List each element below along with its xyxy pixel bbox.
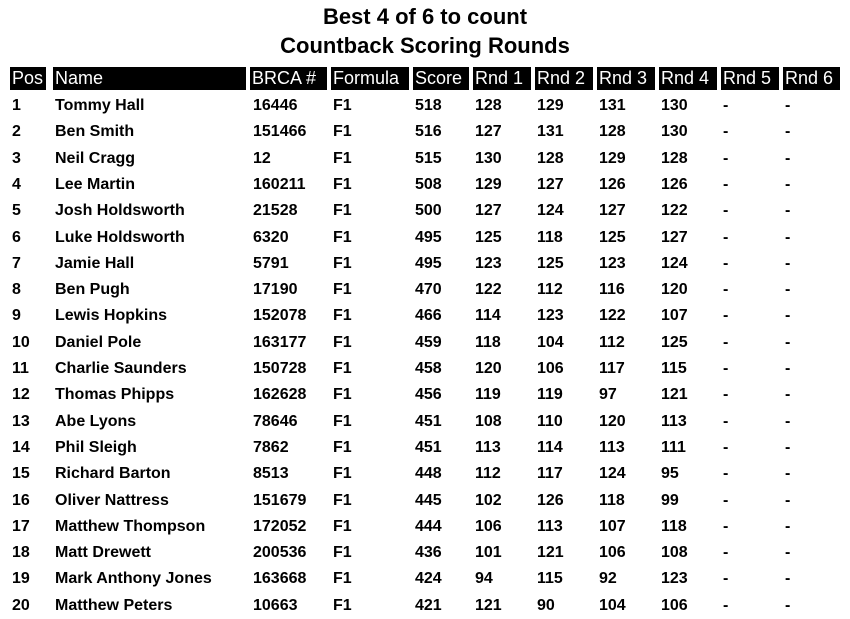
cell-brca: 7862 bbox=[253, 438, 289, 456]
cell-brca: 151679 bbox=[253, 491, 307, 509]
cell-formula: F1 bbox=[333, 596, 352, 614]
cell-name: Daniel Pole bbox=[55, 333, 142, 351]
cell-brca: 163668 bbox=[253, 570, 307, 588]
cell-brca: 150728 bbox=[253, 360, 307, 377]
cell-brca: 12 bbox=[253, 149, 271, 167]
cell-rnd-5: - bbox=[723, 386, 729, 404]
cell-rnd-3: 117 bbox=[599, 360, 625, 377]
cell-rnd-1: 108 bbox=[475, 412, 502, 430]
cell-name: Mark Anthony Jones bbox=[55, 570, 212, 588]
cell-formula: F1 bbox=[333, 97, 352, 114]
cell-rnd-5: - bbox=[723, 175, 729, 193]
cell-rnd-2: 113 bbox=[537, 517, 563, 535]
cell-brca: 160211 bbox=[253, 175, 306, 193]
cell-score: 508 bbox=[415, 175, 442, 193]
cell-rnd-6: - bbox=[785, 307, 791, 325]
cell-rnd-5: - bbox=[723, 228, 729, 246]
cell-formula: F1 bbox=[333, 307, 352, 325]
cell-rnd-2: 125 bbox=[537, 254, 564, 272]
cell-rnd-2: 106 bbox=[537, 360, 564, 377]
cell-name: Ben Smith bbox=[55, 123, 135, 141]
header-rnd-4: Rnd 4 bbox=[659, 67, 717, 90]
cell-pos: 5 bbox=[12, 202, 21, 220]
cell-formula: F1 bbox=[333, 386, 352, 404]
header-rnd-3: Rnd 3 bbox=[597, 67, 655, 90]
cell-pos: 14 bbox=[12, 438, 30, 456]
cell-rnd-2: 110 bbox=[537, 412, 563, 430]
cell-pos: 9 bbox=[12, 307, 21, 325]
cell-score: 421 bbox=[415, 596, 442, 614]
cell-rnd-1: 127 bbox=[475, 202, 502, 220]
cell-formula: F1 bbox=[333, 570, 352, 588]
cell-rnd-4: 130 bbox=[661, 97, 688, 114]
cell-formula: F1 bbox=[333, 491, 352, 509]
cell-rnd-6: - bbox=[785, 360, 791, 377]
cell-rnd-1: 114 bbox=[475, 307, 501, 325]
cell-rnd-3: 122 bbox=[599, 307, 626, 325]
cell-rnd-5: - bbox=[723, 149, 729, 167]
cell-rnd-2: 118 bbox=[537, 228, 563, 246]
cell-rnd-3: 116 bbox=[599, 281, 625, 299]
cell-rnd-4: 121 bbox=[661, 386, 688, 404]
cell-formula: F1 bbox=[333, 544, 352, 562]
cell-pos: 7 bbox=[12, 254, 21, 272]
cell-rnd-3: 104 bbox=[599, 596, 626, 614]
cell-rnd-3: 124 bbox=[599, 465, 626, 483]
cell-score: 445 bbox=[415, 491, 442, 509]
cell-rnd-5: - bbox=[723, 254, 729, 272]
cell-rnd-4: 124 bbox=[661, 254, 688, 272]
cell-pos: 2 bbox=[12, 123, 21, 141]
cell-formula: F1 bbox=[333, 465, 352, 483]
cell-rnd-2: 124 bbox=[537, 202, 564, 220]
cell-rnd-1: 128 bbox=[475, 97, 502, 114]
cell-score: 451 bbox=[415, 438, 442, 456]
cell-brca: 16446 bbox=[253, 97, 298, 114]
cell-rnd-3: 131 bbox=[599, 97, 626, 114]
cell-rnd-1: 119 bbox=[475, 386, 501, 404]
cell-name: Jamie Hall bbox=[55, 254, 135, 272]
cell-name: Matthew Peters bbox=[55, 596, 173, 614]
cell-name: Josh Holdsworth bbox=[55, 202, 185, 220]
header-rnd-1: Rnd 1 bbox=[473, 67, 531, 90]
cell-pos: 13 bbox=[12, 412, 30, 430]
cell-rnd-4: 120 bbox=[661, 281, 688, 299]
cell-name: Ben Pugh bbox=[55, 281, 130, 299]
cell-name: Oliver Nattress bbox=[55, 491, 169, 509]
cell-score: 459 bbox=[415, 333, 442, 351]
cell-formula: F1 bbox=[333, 281, 352, 299]
cell-rnd-3: 112 bbox=[599, 333, 625, 351]
cell-score: 495 bbox=[415, 254, 442, 272]
cell-rnd-3: 125 bbox=[599, 228, 626, 246]
cell-name: Thomas Phipps bbox=[55, 386, 175, 404]
cell-score: 436 bbox=[415, 544, 442, 562]
cell-brca: 10663 bbox=[253, 596, 298, 614]
cell-rnd-6: - bbox=[785, 544, 791, 562]
cell-rnd-5: - bbox=[723, 412, 729, 430]
cell-rnd-1: 130 bbox=[475, 149, 502, 167]
cell-rnd-3: 128 bbox=[599, 123, 626, 141]
cell-rnd-6: - bbox=[785, 175, 791, 193]
cell-brca: 152078 bbox=[253, 307, 307, 325]
cell-pos: 10 bbox=[12, 333, 30, 351]
cell-score: 456 bbox=[415, 386, 442, 404]
cell-rnd-1: 120 bbox=[475, 360, 502, 377]
cell-rnd-1: 129 bbox=[475, 175, 502, 193]
cell-name: Abe Lyons bbox=[55, 412, 137, 430]
cell-rnd-1: 101 bbox=[475, 544, 502, 562]
cell-name: Charlie Saunders bbox=[55, 360, 187, 377]
cell-rnd-5: - bbox=[723, 307, 729, 325]
cell-rnd-5: - bbox=[723, 202, 729, 220]
cell-rnd-2: 117 bbox=[537, 465, 563, 483]
page-subtitle: Countback Scoring Rounds bbox=[280, 33, 570, 58]
cell-pos: 4 bbox=[12, 175, 21, 193]
cell-rnd-2: 127 bbox=[537, 175, 564, 193]
cell-rnd-6: - bbox=[785, 438, 791, 456]
cell-rnd-4: 122 bbox=[661, 202, 688, 220]
cell-brca: 162628 bbox=[253, 386, 307, 404]
cell-score: 466 bbox=[415, 307, 442, 325]
cell-rnd-6: - bbox=[785, 123, 791, 141]
cell-brca: 151466 bbox=[253, 123, 307, 141]
cell-brca: 17190 bbox=[253, 281, 298, 299]
cell-rnd-2: 114 bbox=[537, 438, 563, 456]
cell-rnd-2: 123 bbox=[537, 307, 564, 325]
cell-pos: 16 bbox=[12, 491, 30, 509]
cell-rnd-5: - bbox=[723, 333, 729, 351]
cell-rnd-3: 106 bbox=[599, 544, 626, 562]
cell-brca: 163177 bbox=[253, 333, 307, 351]
cell-brca: 5791 bbox=[253, 254, 289, 272]
cell-formula: F1 bbox=[333, 254, 352, 272]
cell-score: 495 bbox=[415, 228, 442, 246]
cell-pos: 3 bbox=[12, 149, 21, 167]
cell-formula: F1 bbox=[333, 517, 352, 535]
cell-pos: 17 bbox=[12, 517, 30, 535]
cell-brca: 21528 bbox=[253, 202, 298, 220]
cell-rnd-3: 107 bbox=[599, 517, 626, 535]
cell-rnd-5: - bbox=[723, 491, 729, 509]
cell-formula: F1 bbox=[333, 149, 352, 167]
header-rnd-2: Rnd 2 bbox=[535, 67, 593, 90]
cell-rnd-6: - bbox=[785, 333, 791, 351]
cell-rnd-3: 127 bbox=[599, 202, 626, 220]
cell-pos: 19 bbox=[12, 570, 30, 588]
cell-rnd-1: 106 bbox=[475, 517, 502, 535]
cell-rnd-5: - bbox=[723, 570, 729, 588]
cell-name: Lee Martin bbox=[55, 175, 136, 193]
cell-score: 451 bbox=[415, 412, 442, 430]
cell-rnd-6: - bbox=[785, 491, 791, 509]
cell-rnd-4: 107 bbox=[661, 307, 688, 325]
cell-rnd-6: - bbox=[785, 202, 791, 220]
header-brca: BRCA # bbox=[250, 67, 327, 90]
cell-rnd-4: 123 bbox=[661, 570, 688, 588]
cell-pos: 8 bbox=[12, 281, 21, 299]
cell-rnd-4: 106 bbox=[661, 596, 688, 614]
cell-rnd-6: - bbox=[785, 149, 791, 167]
cell-rnd-2: 131 bbox=[537, 123, 564, 141]
cell-score: 515 bbox=[415, 149, 442, 167]
cell-rnd-4: 130 bbox=[661, 123, 688, 141]
cell-name: Matt Drewett bbox=[55, 544, 152, 562]
page-title: Best 4 of 6 to count bbox=[322, 4, 528, 29]
cell-formula: F1 bbox=[333, 228, 352, 246]
cell-rnd-6: - bbox=[785, 596, 791, 614]
cell-score: 470 bbox=[415, 281, 442, 299]
cell-rnd-1: 121 bbox=[475, 596, 502, 614]
cell-rnd-2: 129 bbox=[537, 97, 564, 114]
header-name: Name bbox=[53, 67, 246, 90]
cell-rnd-4: 113 bbox=[661, 412, 687, 430]
cell-pos: 20 bbox=[12, 596, 30, 614]
cell-rnd-3: 123 bbox=[599, 254, 626, 272]
cell-rnd-4: 128 bbox=[661, 149, 688, 167]
cell-name: Lewis Hopkins bbox=[55, 307, 168, 325]
cell-rnd-2: 90 bbox=[537, 596, 555, 614]
header-formula: Formula bbox=[331, 67, 409, 90]
cell-score: 444 bbox=[415, 517, 442, 535]
cell-rnd-6: - bbox=[785, 254, 791, 272]
cell-score: 448 bbox=[415, 465, 442, 483]
cell-score: 500 bbox=[415, 202, 442, 220]
cell-brca: 6320 bbox=[253, 228, 289, 246]
cell-brca: 8513 bbox=[253, 465, 289, 483]
cell-rnd-1: 113 bbox=[475, 438, 501, 456]
cell-rnd-5: - bbox=[723, 544, 729, 562]
cell-rnd-1: 123 bbox=[475, 254, 502, 272]
cell-rnd-6: - bbox=[785, 517, 791, 535]
cell-formula: F1 bbox=[333, 438, 352, 456]
cell-pos: 1 bbox=[12, 97, 21, 114]
cell-rnd-5: - bbox=[723, 465, 729, 483]
cell-formula: F1 bbox=[333, 333, 352, 351]
cell-rnd-1: 125 bbox=[475, 228, 502, 246]
cell-brca: 200536 bbox=[253, 544, 307, 562]
cell-rnd-5: - bbox=[723, 281, 729, 299]
header-rnd-5: Rnd 5 bbox=[721, 67, 779, 90]
cell-formula: F1 bbox=[333, 123, 352, 141]
cell-rnd-2: 115 bbox=[537, 570, 563, 588]
cell-rnd-6: - bbox=[785, 570, 791, 588]
cell-rnd-6: - bbox=[785, 97, 791, 114]
cell-rnd-5: - bbox=[723, 97, 729, 114]
cell-rnd-4: 115 bbox=[661, 360, 687, 377]
cell-name: Neil Cragg bbox=[55, 149, 136, 167]
cell-rnd-5: - bbox=[723, 517, 729, 535]
cell-rnd-4: 108 bbox=[661, 544, 688, 562]
cell-rnd-6: - bbox=[785, 465, 791, 483]
cell-rnd-5: - bbox=[723, 596, 729, 614]
cell-rnd-2: 112 bbox=[537, 281, 563, 299]
cell-rnd-3: 118 bbox=[599, 491, 625, 509]
cell-formula: F1 bbox=[333, 360, 352, 377]
header-rnd-6: Rnd 6 bbox=[783, 67, 840, 90]
cell-formula: F1 bbox=[333, 175, 352, 193]
cell-rnd-1: 112 bbox=[475, 465, 501, 483]
cell-rnd-5: - bbox=[723, 438, 729, 456]
cell-rnd-3: 92 bbox=[599, 570, 617, 588]
cell-pos: 11 bbox=[12, 360, 29, 377]
cell-score: 516 bbox=[415, 123, 442, 141]
cell-rnd-4: 99 bbox=[661, 491, 679, 509]
cell-name: Phil Sleigh bbox=[55, 438, 137, 456]
cell-rnd-1: 102 bbox=[475, 491, 502, 509]
cell-rnd-4: 111 bbox=[661, 438, 686, 456]
cell-rnd-1: 118 bbox=[475, 333, 501, 351]
cell-pos: 6 bbox=[12, 228, 21, 246]
cell-rnd-3: 113 bbox=[599, 438, 625, 456]
cell-rnd-4: 127 bbox=[661, 228, 688, 246]
cell-brca: 78646 bbox=[253, 412, 298, 430]
cell-rnd-6: - bbox=[785, 228, 791, 246]
cell-rnd-2: 126 bbox=[537, 491, 564, 509]
cell-rnd-4: 126 bbox=[661, 175, 688, 193]
cell-pos: 18 bbox=[12, 544, 30, 562]
cell-pos: 12 bbox=[12, 386, 30, 404]
cell-score: 518 bbox=[415, 97, 442, 114]
cell-formula: F1 bbox=[333, 202, 352, 220]
cell-rnd-1: 122 bbox=[475, 281, 502, 299]
cell-pos: 15 bbox=[12, 465, 30, 483]
cell-formula: F1 bbox=[333, 412, 352, 430]
cell-rnd-6: - bbox=[785, 386, 791, 404]
cell-rnd-4: 95 bbox=[661, 465, 679, 483]
cell-brca: 172052 bbox=[253, 517, 307, 535]
cell-rnd-5: - bbox=[723, 360, 729, 377]
header-score: Score bbox=[413, 67, 469, 90]
cell-rnd-5: - bbox=[723, 123, 729, 141]
cell-rnd-2: 128 bbox=[537, 149, 564, 167]
cell-rnd-2: 121 bbox=[537, 544, 564, 562]
cell-rnd-3: 97 bbox=[599, 386, 617, 404]
cell-rnd-6: - bbox=[785, 412, 791, 430]
cell-rnd-3: 129 bbox=[599, 149, 626, 167]
cell-rnd-1: 94 bbox=[475, 570, 493, 588]
cell-score: 424 bbox=[415, 570, 442, 588]
cell-name: Luke Holdsworth bbox=[55, 228, 185, 246]
cell-rnd-3: 126 bbox=[599, 175, 626, 193]
header-pos: Pos bbox=[10, 67, 46, 90]
cell-name: Matthew Thompson bbox=[55, 517, 206, 535]
cell-name: Tommy Hall bbox=[55, 97, 145, 114]
cell-rnd-4: 125 bbox=[661, 333, 688, 351]
cell-rnd-2: 119 bbox=[537, 386, 563, 404]
cell-rnd-2: 104 bbox=[537, 333, 564, 351]
cell-name: Richard Barton bbox=[55, 465, 171, 483]
cell-rnd-3: 120 bbox=[599, 412, 626, 430]
cell-rnd-1: 127 bbox=[475, 123, 502, 141]
cell-score: 458 bbox=[415, 360, 442, 377]
cell-rnd-6: - bbox=[785, 281, 791, 299]
cell-rnd-4: 118 bbox=[661, 517, 687, 535]
